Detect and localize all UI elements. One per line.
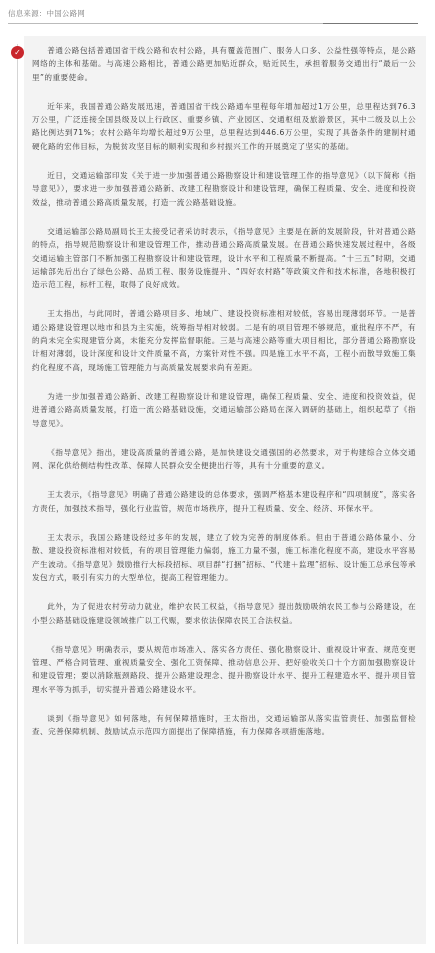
paragraph: 王太指出，与此同时，普通公路项目多、地域广、建设投资标准相对较低，容易出现薄弱环节。一是普通公路建设管理以地市和县为主实施，统筹指导相对较弱。二是有的项目管理不够规范，重批程序不严，有的尚未完全实现建管分离，未能充分发挥监督职能。三是与高速公路等重大项目相比，部分普通公路勘察设计相对薄弱，设计深度和设计文件质量不高，方案针对性不强。四是施工水平不高，工程小而散导致施工集约化程度不高，现场施工管理能力与高质量发展要求尚有差距。: [32, 309, 416, 372]
paragraph: 《指导意见》明确表示，要从规范市场准入、落实各方责任、强化勘察设计、重视设计审查、规范变更管理、严格合同管理、重视质量安全、强化工资保障、推动信息公开、把好验收关口十个方面加强勘察设计和建设管理；要以消除瓶颈路段、提升公路建设理念、提升勘察设计水平、提升工程建造水平、提升项目管理水平等为抓手，切实提升普通公路建设水平。: [32, 644, 416, 694]
paragraph: 近日，交通运输部印发《关于进一步加强普通公路勘察设计和建设管理工作的指导意见》（以下简称《指导意见》），要求进一步加强普通公路新、改建工程勘察设计和建设管理，确保工程质量、安全、进度和投资效益，推动普通公路高质量发展，打造一流公路基础设施。: [32, 171, 416, 207]
paragraph: 普通公路包括普通国省干线公路和农村公路，具有覆盖范围广、服务人口多、公益性强等特点，是公路网络的主体和基础。与高速公路相比，普通公路更加贴近群众，贴近民生，承担着服务交通出行“最后一公里”的重要使命。: [32, 46, 416, 82]
check-icon: ✓: [11, 46, 24, 59]
article-body: [32, 44, 416, 755]
timeline-line: [17, 44, 18, 944]
paragraph: 为进一步加强普通公路新、改建工程勘察设计和建设管理，确保工程质量、安全、进度和投资效益，促进普通公路高质量发展，打造一流公路基础设施，交通运输部公路局在深入调研的基础上，组织起草了《指导意见》。: [32, 391, 416, 428]
paragraph: 近年来，我国普通公路发展迅速，普通国省干线公路通车里程每年增加超过1万公里，总里程达到76.3万公里，广泛连接全国县级及以上行政区、重要乡镇、产业园区、交通枢纽及旅游景区，其中二级及以上公路比例达到71%；农村公路年均增长超过9万公里，总里程达到446.6万公里，实现了具备条件的建制村通硬化路的宏伟目标，为脱贫攻坚目标的顺利实现和乡村振兴工作的开展奠定了坚实的基础。: [32, 101, 416, 151]
paragraph: 王太表示，我国公路建设经过多年的发展，建立了较为完善的制度体系。但由于普通公路体量小、分散、建设投资标准相对较低，有的项目管理能力偏弱，施工力量不强，施工标准化程度不高，建设水平容易产生波动。《指导意见》鼓励推行大标段招标、项目群“打捆”招标、“代建＋监理”招标、设计施工总承包等承发包方式，吸引有实力的大型单位，提高工程管理能力。: [32, 533, 416, 582]
paragraph: 交通运输部公路局副局长王太接受记者采访时表示，《指导意见》主要是在新的发展阶段，针对普通公路的特点，指导规范勘察设计和建设管理工作，推动普通公路高质量发展。在普通公路快速发展过程中，各级交通运输主管部门不断加强工程勘察设计和建设管理，设计水平和工程质量不断提高。“十三五”时期，交通运输部先后出台了绿色公路、品质工程、服务设施提升、“四好农村路”等政策文件和技术标准，各地积极打造示范工程，标杆工程，取得了良好成效。: [32, 226, 416, 290]
source-line: [8, 8, 85, 19]
source-name: 中国公路网: [46, 9, 85, 18]
source-label: 信息来源：: [8, 9, 47, 18]
paragraph: 《指导意见》指出，建设高质量的普通公路，是加快建设交通强国的必然要求，对于构建综合立体交通网、深化供给侧结构性改革、保障人民群众安全便捷出行等，具有十分重要的意义。: [32, 447, 416, 471]
header-divider-accent: [323, 23, 418, 24]
paragraph: 谈到《指导意见》如何落地，有何保障措施时，王太指出，交通运输部从落实监管责任、加强监督检查、完善保障机制、鼓励试点示范四方面提出了保障措施，有力保障各项措施落地。: [32, 713, 416, 737]
paragraph: 此外，为了促进农村劳动力就业，维护农民工权益，《指导意见》提出鼓励吸纳农民工参与公路建设，在小型公路基础设施建设领域推广以工代赈，要求依法保障农民工合法权益。: [32, 602, 416, 625]
paragraph: 王太表示，《指导意见》明确了普通公路建设的总体要求，强调严格基本建设程序和“四项制度”，落实各方责任，加强技术指导，强化行业监管，规范市场秩序，提升工程质量、安全、经济、环保水平。: [32, 490, 416, 513]
